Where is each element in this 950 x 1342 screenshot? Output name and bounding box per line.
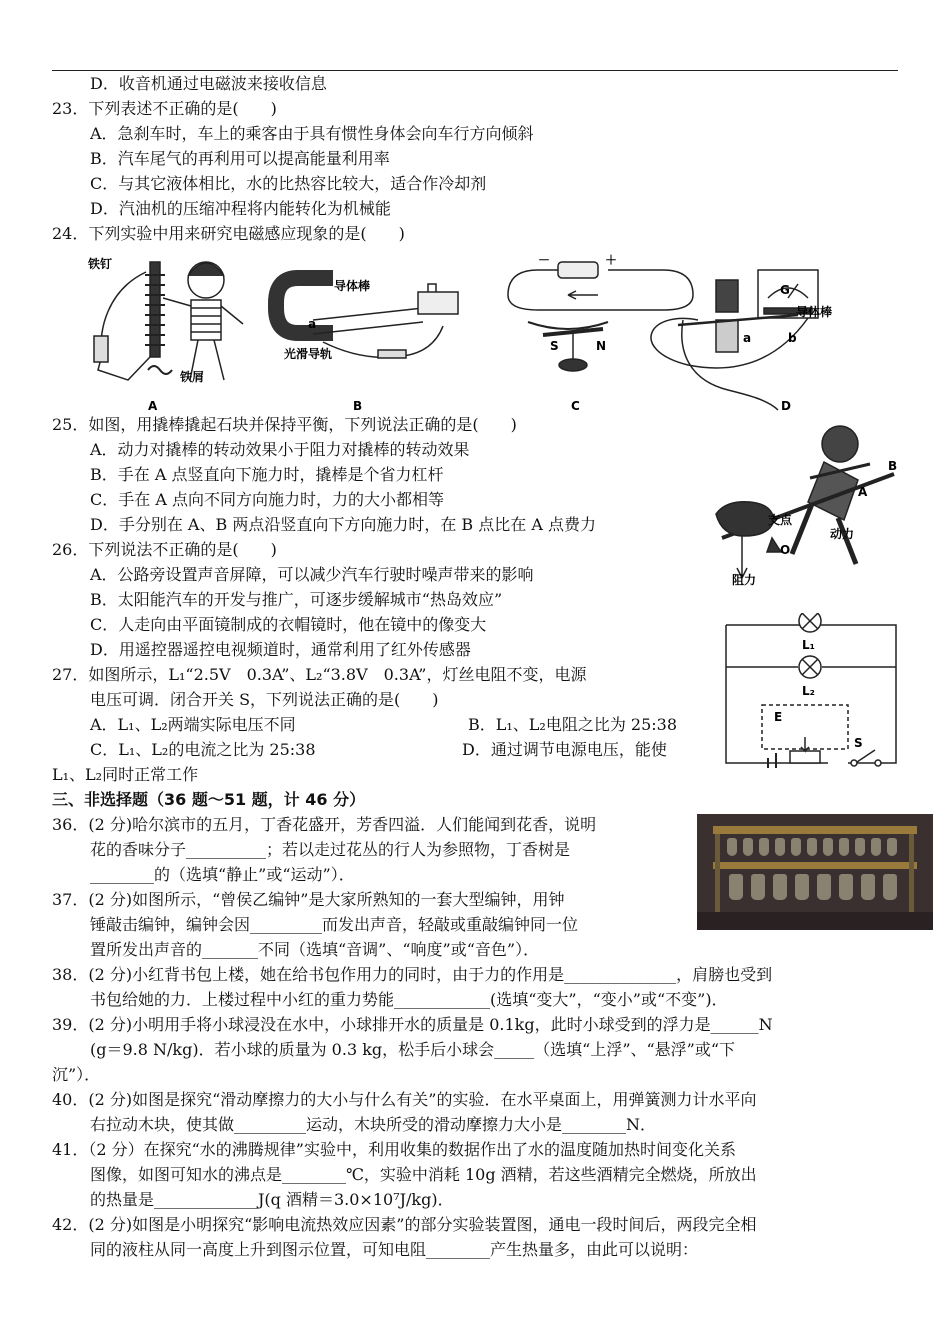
q25-option-a: A．动力对撬棒的转动效果小于阻力对撬棒的转动效果 [90,440,470,459]
figure-b-letter: B [353,399,363,413]
label-point-b: B [888,459,898,473]
section-heading: 三、非选择题（36 题～51 题，计 46 分） [52,790,366,809]
q23-stem: 23．下列表述不正确的是( ) [52,99,277,118]
q22-option-d: D．收音机通过电磁波来接收信息 [90,74,327,93]
q40-line1: 40．(2 分)如图是探究“滑动摩擦力的大小与什么有关”的实验．在水平桌面上，用弹簧测力计水平向 [52,1090,757,1109]
q25-stem: 25．如图，用撬棒撬起石块并保持平衡，下列说法正确的是( ) [52,415,517,434]
q26-option-b: B．太阳能汽车的开发与推广，可逐步缓解城市“热岛效应” [90,590,503,609]
figure-a-letter: A [148,399,158,413]
q25-figure [712,418,902,588]
label-o: O [780,543,791,557]
q25-option-c: C．手在 A 点向不同方向施力时，力的大小都相等 [90,490,444,509]
q39-line2: (g＝9.8 N/kg)．若小球的质量为 0.3 kg，松手后小球会_____（选填“上浮”、“悬浮”或“下 [90,1040,736,1059]
q27-option-c: C．L₁、L₂的电流之比为 25:38 [90,740,316,759]
header-rule [52,70,898,71]
q27-stem-line1: 27．如图所示，L₁“2.5V 0.3A”、L₂“3.8V 0.3A”，灯丝电阻不变，电源 [52,665,587,684]
label-c-s: S [550,339,559,353]
q27-stem-line2: 电压可调．闭合开关 S，下列说法正确的是( ) [90,690,439,709]
q38-line2: 书包给她的力．上楼过程中小红的重力势能____________(选填“变大”，“变小”或“不变”)． [90,990,728,1009]
label-dao-ti-bang-d: 导体棒 [796,305,833,319]
q36-line3: ________的（选填“静止”或“运动”）． [90,865,355,884]
q38-line1: 38．(2 分)小红背书包上楼，她在给书包作用力的同时，由于力的作用是______________，肩膀也受到 [52,965,773,984]
label-small-a-b: a [308,317,317,331]
label-l1: L₁ [802,638,815,652]
label-tie-xie: 铁屑 [180,370,205,384]
label-e: E [774,710,783,724]
q26-option-c: C．人走向由平面镜制成的衣帽镜时，他在镜中的像变大 [90,615,487,634]
q27-option-b: B．L₁、L₂电阻之比为 25:38 [468,715,678,734]
q27-option-d: D．通过调节电源电压，能使 [462,740,667,759]
q24-stem: 24．下列实验中用来研究电磁感应现象的是( ) [52,224,405,243]
q23-option-c: C．与其它液体相比，水的比热容比较大，适合作冷却剂 [90,174,487,193]
label-d-small-b: b [788,331,797,345]
label-c-minus: － [538,253,551,267]
q23-option-b: B．汽车尾气的再利用可以提高能量利用率 [90,149,390,168]
q41-line2: 图像，如图可知水的沸点是________℃，实验中消耗 10g 酒精，若这些酒精完全燃烧，所放出 [90,1165,757,1184]
q37-line1: 37．(2 分)如图所示，“曾侯乙编钟”是大家所熟知的一套大型编钟，用钟 [52,890,565,909]
label-zu-li: 阻力 [732,573,757,587]
q27-option-a: A．L₁、L₂两端实际电压不同 [90,715,296,734]
q25-option-b: B．手在 A 点竖直向下施力时，撬棒是个省力杠杆 [90,465,444,484]
q36-line1: 36．(2 分)哈尔滨市的五月，丁香花盛开，芳香四溢．人们能闻到花香，说明 [52,815,597,834]
label-g: G [780,283,790,297]
q42-line2: 同的液柱从同一高度上升到图示位置，可知电阻________产生热量多，由此可以说明： [90,1240,699,1259]
q37-line3: 置所发出声音的_______不同（选填“音调”、“响度”或“音色”）． [90,940,540,959]
label-point-a: A [858,485,868,499]
figure-c-oersted [508,262,693,371]
q27-option-d-cont: L₁、L₂同时正常工作 [52,765,199,784]
q25-option-d: D．手分别在 A、B 两点沿竖直向下方向施力时，在 B 点比在 A 点费力 [90,515,596,534]
bianzhong-photo [697,814,933,930]
label-l2: L₂ [802,684,815,698]
label-s: S [854,736,863,750]
label-dao-ti-bang-b: 导体棒 [334,279,371,293]
q23-option-d: D．汽油机的压缩冲程将内能转化为机械能 [90,199,391,218]
q41-line3: 的热量是_____________J(q 酒精＝3.0×10⁷J/kg)． [90,1190,454,1209]
label-tie-ding: 铁钉 [88,257,113,271]
q42-line1: 42．(2 分)如图是小明探究“影响电流热效应因素”的部分实验装置图，通电一段时间后，两段完全相 [52,1215,757,1234]
q24-figure [88,250,848,415]
label-c-plus: ＋ [605,253,618,267]
q26-option-d: D．用遥控器遥控电视频道时，通常利用了红外传感器 [90,640,471,659]
figure-c-letter: C [571,399,580,413]
q37-line2: 锤敲击编钟，编钟会因_________而发出声音，轻敲或重敲编钟同一位 [90,915,579,934]
q23-option-a: A．急刹车时，车上的乘客由于具有惯性身体会向车行方向倾斜 [90,124,534,143]
q36-line2: 花的香味分子__________；若以走过花丛的行人为参照物，丁香树是 [90,840,571,859]
label-dong-li: 动力 [830,527,855,541]
q39-line1: 39．(2 分)小明用手将小球浸没在水中，小球排开水的质量是 0.1kg，此时小球受到的浮力是______N [52,1015,773,1034]
q41-line1: 41．（2 分）在探究“水的沸腾规律”实验中，利用收集的数据作出了水的温度随加热时间变化关系 [52,1140,736,1159]
label-guang-hua-dao-gui: 光滑导轨 [284,347,333,361]
label-zhi-dian: 支点 [768,513,793,527]
label-d-small-a: a [743,331,752,345]
q26-option-a: A．公路旁设置声音屏障，可以减少汽车行驶时噪声带来的影响 [90,565,534,584]
figure-d-letter: D [781,399,791,413]
q26-stem: 26．下列说法不正确的是( ) [52,540,277,559]
label-c-n: N [596,339,607,353]
q27-circuit-figure [718,613,903,768]
figure-a-electromagnet [94,262,243,380]
q40-line2: 右拉动木块，使其做_________运动，木块所受的滑动摩擦力大小是________N． [90,1115,657,1134]
q39-line3: 沉”）． [52,1065,101,1084]
